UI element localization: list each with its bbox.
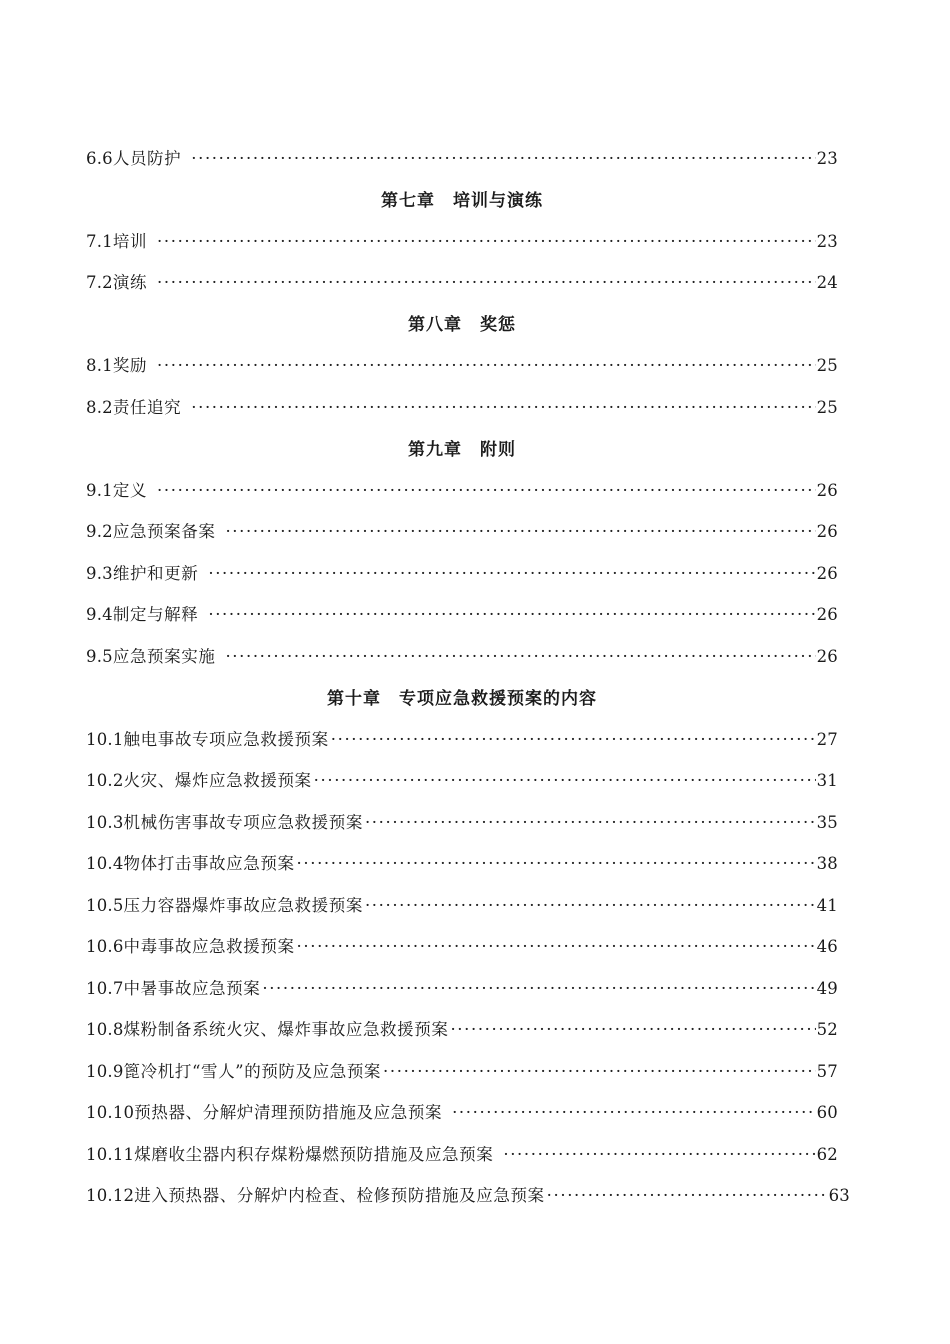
dot-leader [208,605,815,624]
dot-leader [157,273,816,292]
section-number: 10.1 [86,729,124,749]
section-title: 责任追究 [112,397,182,417]
toc-entry[interactable] [86,809,838,833]
toc-entry-row [86,634,838,676]
section-number: 10.10 [86,1103,135,1123]
section-title: 触电事故专项应急救援预案 [123,729,329,749]
toc-entry-row [86,717,838,759]
dot-leader [191,149,815,168]
section-number: 10.5 [86,895,124,915]
toc-entry[interactable] [86,228,838,252]
page-number: 26 [816,480,838,500]
toc-entry-row [86,593,838,635]
toc-entry-label [86,1182,545,1206]
toc-entry-label [86,643,215,667]
section-title: 中暑事故应急预案 [123,978,261,998]
toc-entry-row [86,1091,838,1133]
toc-entry-row [86,759,838,801]
section-number: 10.11 [86,1144,135,1164]
page-number: 35 [816,812,838,832]
page-number: 26 [816,522,838,542]
section-number: 10.6 [86,937,124,957]
toc-entry-row [86,842,838,884]
toc-entry-label [86,809,363,833]
toc-entry-label [86,1016,448,1040]
toc-entry[interactable] [86,643,838,667]
toc-entry[interactable] [86,975,838,999]
toc-entry[interactable] [86,1141,838,1165]
toc-entry-label [86,228,147,252]
toc-entry-label [86,518,215,542]
toc-entry[interactable] [86,518,838,542]
toc-entry-label [86,477,147,501]
section-number: 10.3 [86,812,124,832]
toc-entry-label [86,269,147,293]
section-title: 预热器、分解炉清理预防措施及应急预案 [134,1103,443,1123]
section-number: 9.3 [86,563,113,583]
page-number: 63 [828,1186,850,1206]
chapter-heading-row [86,427,838,469]
section-number: 9.5 [86,646,113,666]
section-number: 6.6 [86,148,113,168]
toc-entry-label [86,1099,442,1123]
dot-leader [314,771,816,790]
toc-entry[interactable] [86,352,838,376]
chapter-heading-row [86,676,838,718]
toc-entry-row [86,800,838,842]
toc-entry-row [86,925,838,967]
page-number: 46 [816,937,838,957]
toc-entry[interactable] [86,1058,838,1082]
page-number: 23 [816,148,838,168]
toc-entry-row [86,551,838,593]
section-title: 培训 [112,231,148,251]
toc-entry[interactable] [86,477,838,501]
dot-leader [450,1020,815,1039]
toc-entry-row [86,136,838,178]
section-number: 10.7 [86,978,124,998]
toc-entry-label [86,975,260,999]
dot-leader [297,854,816,873]
dot-leader [452,1103,816,1122]
page-number: 23 [816,231,838,251]
toc-entry[interactable] [86,1099,838,1123]
dot-leader [383,1062,816,1081]
chapter-heading: 第八章 奖惩 [408,315,516,336]
dot-leader [208,564,815,583]
section-number: 9.4 [86,605,113,625]
section-title: 应急预案备案 [112,522,216,542]
toc-entry[interactable] [86,1016,838,1040]
dot-leader [157,232,816,251]
page-number: 60 [816,1103,838,1123]
chapter-heading: 第十章 专项应急救援预案的内容 [327,688,597,709]
toc-entry-label [86,560,198,584]
page-number: 62 [816,1144,838,1164]
page-number: 26 [816,646,838,666]
section-number: 10.2 [86,771,124,791]
toc-entry-label [86,145,181,169]
toc-entry-row [86,1008,838,1050]
toc-entry[interactable] [86,601,838,625]
section-title: 人员防护 [112,148,182,168]
toc-entry-label [86,1058,381,1082]
dot-leader [503,1145,815,1164]
section-title: 奖励 [112,356,148,376]
dot-leader [297,937,816,956]
chapter-heading: 第九章 附则 [408,439,516,460]
page-number: 26 [816,605,838,625]
page-number: 25 [816,397,838,417]
dot-leader [331,730,816,749]
toc-entry-label [86,892,363,916]
section-title: 火灾、爆炸应急救援预案 [123,771,312,791]
section-number: 10.9 [86,1061,124,1081]
toc-entry-row [86,1174,850,1216]
toc-entry[interactable] [86,1182,850,1206]
toc-entry-row [86,261,838,303]
toc-entry-row [86,344,838,386]
page-number: 52 [816,1020,838,1040]
toc-entry[interactable] [86,767,838,791]
page-number: 25 [816,356,838,376]
section-title: 压力容器爆炸事故应急救援预案 [123,895,363,915]
dot-leader [157,356,816,375]
toc-entry[interactable] [86,269,838,293]
dot-leader [157,481,816,500]
section-title: 演练 [112,273,148,293]
section-number: 8.1 [86,356,113,376]
toc-entry-label [86,394,181,418]
section-number: 7.1 [86,231,113,251]
toc-entry-row [86,219,838,261]
toc-entry-row [86,468,838,510]
chapter-heading-row [86,302,838,344]
section-title: 维护和更新 [112,563,199,583]
page-number: 31 [816,771,838,791]
table-of-contents [86,136,850,1215]
section-title: 应急预案实施 [112,646,216,666]
page-number: 26 [816,563,838,583]
page-number: 49 [816,978,838,998]
dot-leader [225,522,815,541]
section-number: 10.8 [86,1020,124,1040]
section-title: 篦冷机打“雪人”的预防及应急预案 [123,1061,382,1081]
toc-entry-label [86,352,147,376]
section-title: 机械伤害事故专项应急救援预案 [123,812,363,832]
dot-leader [262,979,815,998]
toc-entry-label [86,933,295,957]
page-number: 57 [816,1061,838,1081]
page-number: 27 [816,729,838,749]
toc-entry[interactable] [86,560,838,584]
toc-entry-row [86,966,838,1008]
toc-entry-row [86,1132,838,1174]
section-title: 中毒事故应急救援预案 [123,937,295,957]
toc-entry[interactable] [86,726,838,750]
section-title: 定义 [112,480,148,500]
section-title: 煤粉制备系统火灾、爆炸事故应急救援预案 [123,1020,449,1040]
toc-entry[interactable] [86,145,838,169]
dot-leader [225,647,815,666]
section-title: 进入预热器、分解炉内检查、检修预防措施及应急预案 [134,1186,545,1206]
toc-entry-label [86,1141,493,1165]
section-number: 10.12 [86,1186,135,1206]
section-title: 煤磨收尘器内积存煤粉爆燃预防措施及应急预案 [134,1144,494,1164]
section-number: 7.2 [86,273,113,293]
toc-entry[interactable] [86,394,838,418]
dot-leader [365,896,816,915]
dot-leader [191,398,815,417]
chapter-heading: 第七章 培训与演练 [381,190,543,211]
page-number: 24 [816,273,838,293]
section-number: 9.1 [86,480,113,500]
page-number: 38 [816,854,838,874]
toc-entry[interactable] [86,933,838,957]
dot-leader [365,813,816,832]
toc-entry-row [86,883,838,925]
toc-entry[interactable] [86,892,838,916]
section-number: 9.2 [86,522,113,542]
toc-entry-label [86,767,312,791]
toc-entry[interactable] [86,850,838,874]
toc-entry-label [86,850,295,874]
section-number: 8.2 [86,397,113,417]
chapter-heading-row [86,178,838,220]
toc-entry-label [86,726,329,750]
toc-entry-label [86,601,198,625]
section-title: 制定与解释 [112,605,199,625]
section-title: 物体打击事故应急预案 [123,854,295,874]
dot-leader [547,1186,828,1205]
page-number: 41 [816,895,838,915]
toc-entry-row [86,385,838,427]
toc-entry-row [86,1049,838,1091]
toc-entry-row [86,510,838,552]
section-number: 10.4 [86,854,124,874]
